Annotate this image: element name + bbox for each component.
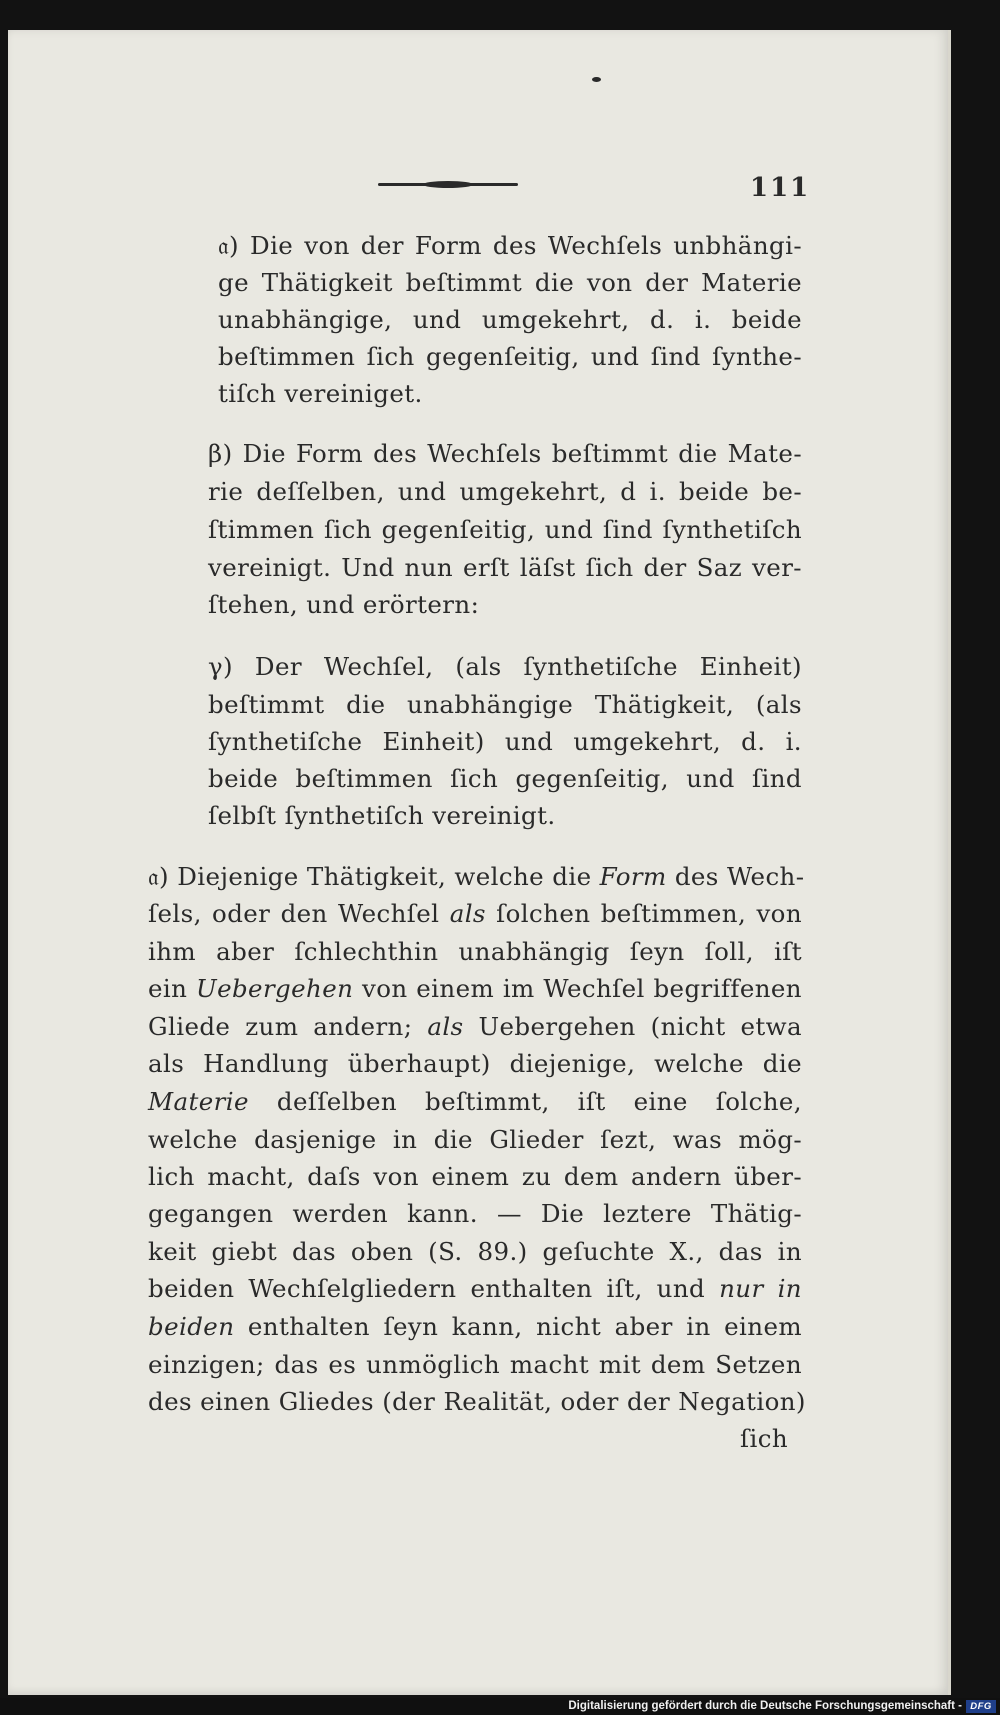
text-run: ſtehen, und erörtern: xyxy=(208,590,480,619)
text-run: ſtimmen ſich gegenſeitig, und ſind ſynthetiſch xyxy=(208,515,802,544)
text-run: des einen Gliedes (der Realität, oder der Negation) xyxy=(148,1387,806,1416)
text-run: 𝔞) Die von der Form des Wechſels unbhängi- xyxy=(218,231,802,260)
text-run: rie deſſelben, und umgekehrt, d i. beide be- xyxy=(208,477,802,506)
page-number: 111 xyxy=(750,173,811,203)
text-line xyxy=(208,764,802,793)
text-line xyxy=(208,439,802,468)
text-run: ſolchen beſtimmen, von xyxy=(485,899,803,928)
text-line xyxy=(208,801,556,830)
text-run: deſſelben beſtimmt, iſt eine ſolche, xyxy=(248,1087,802,1116)
text-line xyxy=(148,1162,802,1191)
header-ornament-rule xyxy=(378,183,518,186)
text-run: ihm aber ſchlechthin unabhängig ſeyn ſoll, iſt xyxy=(148,937,802,966)
text-run: des Wech- xyxy=(666,862,805,891)
text-line xyxy=(208,590,480,619)
book-page xyxy=(8,30,951,1695)
text-line xyxy=(208,477,802,506)
text-line xyxy=(218,231,802,260)
text-line xyxy=(148,1312,802,1341)
text-line xyxy=(208,553,802,582)
emphasis-text: Materie xyxy=(148,1087,249,1116)
text-run: von einem im Wechſel begriffenen xyxy=(353,974,802,1003)
text-run: welche dasjenige in die Glieder ſezt, was mög- xyxy=(148,1125,802,1154)
text-line xyxy=(208,727,802,756)
text-run: Gliede zum andern; xyxy=(148,1012,428,1041)
emphasis-text: Uebergehen xyxy=(196,974,354,1003)
text-line xyxy=(208,652,802,681)
text-line xyxy=(148,1125,802,1154)
text-run: beide beſtimmen ſich gegenſeitig, und ſind xyxy=(208,764,802,793)
text-run: einzigen; das es unmöglich macht mit dem Setzen xyxy=(148,1350,802,1379)
text-line xyxy=(148,1237,802,1266)
text-run: beiden Wechſelgliedern enthalten iſt, und xyxy=(148,1274,720,1303)
funding-credit: Digitalisierung gefördert durch die Deutsche Forschungsgemeinschaft - xyxy=(568,1700,962,1712)
text-line xyxy=(148,1049,802,1078)
footer-bar xyxy=(0,1698,1000,1715)
text-line xyxy=(218,268,802,297)
text-run: Uebergehen (nicht etwa xyxy=(463,1012,802,1041)
text-line xyxy=(218,305,802,334)
dfg-logo-icon: DFG xyxy=(966,1700,996,1713)
text-line xyxy=(218,342,802,371)
emphasis-text: als xyxy=(427,1012,464,1041)
text-line xyxy=(148,1199,802,1228)
text-line xyxy=(148,862,805,891)
text-line xyxy=(148,1274,802,1303)
text-line xyxy=(148,937,802,966)
text-run: ge Thätigkeit beſtimmt die von der Materie xyxy=(218,268,802,297)
text-run: lich macht, daſs von einem zu dem andern über- xyxy=(148,1162,802,1191)
text-run: gegangen werden kann. — Die leztere Thätig- xyxy=(148,1199,802,1228)
text-run: 𝔞) Diejenige Thätigkeit, welche die xyxy=(148,862,600,891)
emphasis-text: als xyxy=(449,899,486,928)
text-run: β) Die Form des Wechſels beſtimmt die Mate- xyxy=(208,439,802,468)
emphasis-text: beiden xyxy=(148,1312,235,1341)
text-line xyxy=(148,1387,806,1416)
emphasis-text: nur in xyxy=(719,1274,802,1303)
ink-speck xyxy=(592,77,601,82)
text-line xyxy=(148,1012,802,1041)
text-run: ſynthetiſche Einheit) und umgekehrt, d. i. xyxy=(208,727,802,756)
text-run: γ) Der Wechſel, (als ſynthetiſche Einheit) xyxy=(208,652,802,681)
text-run: ein xyxy=(148,974,197,1003)
text-run: vereinigt. Und nun erſt läſst ſich der Saz ver- xyxy=(208,553,802,582)
text-run: als Handlung überhaupt) diejenige, welche die xyxy=(148,1049,802,1078)
emphasis-text: Form xyxy=(599,862,667,891)
text-line xyxy=(208,690,802,719)
text-run: enthalten ſeyn kann, nicht aber in einem xyxy=(234,1312,802,1341)
text-run: tiſch vereiniget. xyxy=(218,379,423,408)
text-line xyxy=(148,1087,802,1116)
text-line xyxy=(148,899,803,928)
text-run: ſels, oder den Wechſel xyxy=(148,899,450,928)
text-run: keit giebt das oben (S. 89.) geſuchte X., das in xyxy=(148,1237,802,1266)
text-line xyxy=(148,974,802,1003)
text-run: beſtimmt die unabhängige Thätigkeit, (als xyxy=(208,690,802,719)
text-run: beſtimmen ſich gegenſeitig, und ſind ſynthe- xyxy=(218,342,802,371)
text-line xyxy=(148,1350,802,1379)
text-run: ſelbſt ſynthetiſch vereinigt. xyxy=(208,801,556,830)
catchword: ſich xyxy=(740,1424,789,1453)
text-line xyxy=(208,515,802,544)
text-line xyxy=(218,379,423,408)
text-run: unabhängige, und umgekehrt, d. i. beide xyxy=(218,305,802,334)
